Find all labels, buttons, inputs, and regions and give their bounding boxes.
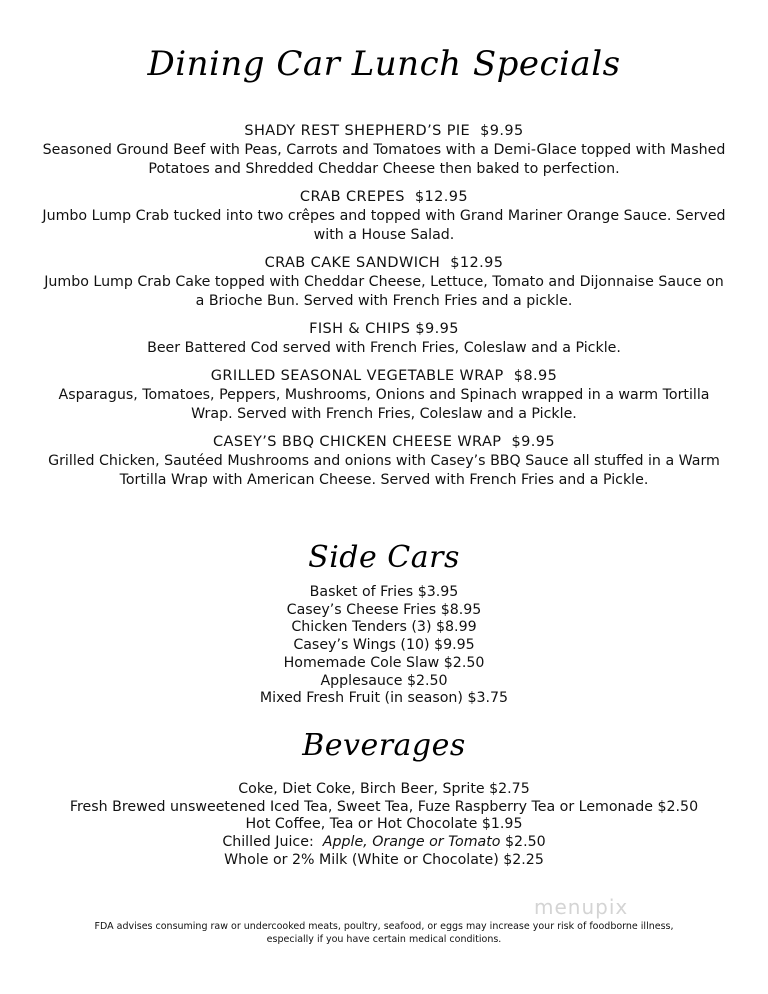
item-name: CRAB CREPES <box>299 189 405 205</box>
item-description: Asparagus, Tomatoes, Peppers, Mushrooms, Onions and Spinach wrapped in a warm Tortilla Wrap. Served with French Fries, Coleslaw and a Pickle. <box>58 387 710 422</box>
item-price: $8.95 <box>513 368 558 384</box>
item-description: Seasoned Ground Beef with Peas, Carrots and Tomatoes with a Demi-Glace topped with Mashed Potatoes and Shredded Cheddar Cheese then baked to perfection. <box>42 142 726 177</box>
beverage-item <box>0 834 768 852</box>
side-item: Mixed Fresh Fruit (in season) $3.75 <box>259 690 509 707</box>
list-item <box>40 433 728 490</box>
item-name: GRILLED SEASONAL VEGETABLE WRAP <box>210 368 504 384</box>
disclaimer-line: FDA advises consuming raw or undercooked meats, poultry, seafood, or eggs may increase your risk of foodborne illness, <box>94 921 674 932</box>
item-price: $9.95 <box>480 123 524 139</box>
item-price: $9.95 <box>415 321 459 337</box>
list-item <box>40 188 728 245</box>
side-item: Homemade Cole Slaw $2.50 <box>283 654 485 671</box>
page-title: Dining Car Lunch Specials <box>147 44 621 84</box>
watermark: menupix <box>534 895 629 919</box>
juice-options: Apple, Orange or Tomato <box>322 834 501 851</box>
item-heading <box>40 433 728 452</box>
item-name: CASEY’S BBQ CHICKEN CHEESE WRAP <box>213 434 502 450</box>
side-item: Chicken Tenders (3) $8.99 <box>291 619 477 636</box>
item-description: Jumbo Lump Crab tucked into two crêpes and topped with Grand Mariner Orange Sauce. Served with a House Salad. <box>42 208 726 243</box>
item-description: Grilled Chicken, Sautéed Mushrooms and onions with Casey’s BBQ Sauce all stuffed in a Warm Tortilla Wrap with American Cheese. Served with French Fries and a Pickle. <box>48 453 720 488</box>
beverage-item: Whole or 2% Milk (White or Chocolate) $2.25 <box>224 851 544 868</box>
sides-list <box>0 584 768 708</box>
fda-disclaimer <box>0 920 768 946</box>
item-name: FISH & CHIPS <box>309 321 411 337</box>
list-item <box>40 254 728 311</box>
item-heading <box>40 254 728 273</box>
item-heading <box>40 188 728 207</box>
item-name: SHADY REST SHEPHERD’S PIE <box>244 123 471 139</box>
beverage-item: Coke, Diet Coke, Birch Beer, Sprite $2.75 <box>238 781 530 797</box>
item-description: Beer Battered Cod served with French Fries, Coleslaw and a Pickle. <box>147 340 621 356</box>
sides-heading: Side Cars <box>308 540 460 575</box>
item-description: Jumbo Lump Crab Cake topped with Cheddar Cheese, Lettuce, Tomato and Dijonnaise Sauce on a Brioche Bun. Served with French Fries and a pickle. <box>44 274 724 309</box>
item-heading <box>40 122 728 141</box>
juice-price: $2.50 <box>505 834 546 851</box>
disclaimer-line: especially if you have certain medical conditions. <box>266 934 502 945</box>
side-item: Applesauce $2.50 <box>320 672 448 689</box>
list-item <box>40 122 728 179</box>
list-item <box>40 320 728 358</box>
item-heading <box>40 367 728 386</box>
beverage-item: Fresh Brewed unsweetened Iced Tea, Sweet Tea, Fuze Raspberry Tea or Lemonade $2.50 <box>69 798 699 815</box>
beverage-item: Hot Coffee, Tea or Hot Chocolate $1.95 <box>245 816 523 833</box>
side-item: Casey’s Cheese Fries $8.95 <box>286 601 482 618</box>
beverages-list <box>0 781 768 870</box>
item-price: $12.95 <box>414 189 469 205</box>
side-item: Basket of Fries $3.95 <box>309 584 459 600</box>
item-price: $9.95 <box>511 434 555 450</box>
item-name: CRAB CAKE SANDWICH <box>264 255 441 271</box>
list-item <box>40 367 728 424</box>
specials-list <box>40 122 728 499</box>
side-item: Casey’s Wings (10) $9.95 <box>293 637 475 654</box>
beverages-heading: Beverages <box>302 728 466 763</box>
item-price: $12.95 <box>450 255 504 271</box>
juice-label: Chilled Juice: <box>222 834 314 851</box>
item-heading <box>40 320 728 339</box>
